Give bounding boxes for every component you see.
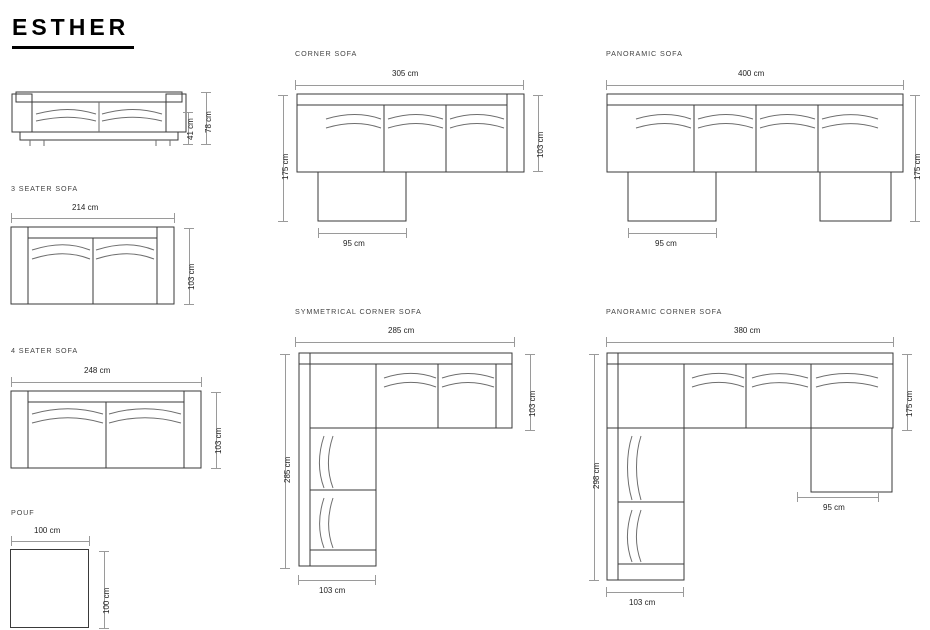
dimtick	[295, 337, 296, 347]
dimtick	[606, 337, 607, 347]
dimtick	[211, 468, 221, 469]
caption-3-seater: 3 SEATER SOFA	[11, 184, 79, 193]
dim-panoramic-corner-width: 380 cm	[734, 326, 761, 335]
dimtick	[893, 337, 894, 347]
dim-pouf-width: 100 cm	[34, 526, 61, 535]
dimtick	[99, 628, 109, 629]
caption-4-seater: 4 SEATER SOFA	[11, 346, 79, 355]
drawing-pouf	[10, 549, 89, 628]
dimtick	[533, 171, 543, 172]
dimtick	[278, 221, 288, 222]
dimline-panoramic-corner-arm-width	[606, 592, 683, 593]
dim-hero-seat-height: 41 cm	[186, 118, 195, 140]
caption-symmetrical-corner-sofa: SYMMETRICAL CORNER SOFA	[295, 307, 422, 316]
dim-symmetrical-width: 285 cm	[388, 326, 415, 335]
dimtick	[910, 95, 920, 96]
dimtick	[201, 377, 202, 387]
dimtick	[318, 228, 319, 238]
dimtick	[11, 536, 12, 546]
dimline-symmetrical-arm-width	[298, 580, 375, 581]
caption-panoramic-sofa: PANORAMIC SOFA	[606, 49, 683, 58]
title-underline	[12, 46, 134, 49]
dimtick	[11, 377, 12, 387]
dimtick	[183, 112, 193, 113]
dim-corner-depth: 103 cm	[536, 131, 545, 158]
dim-corner-width: 305 cm	[392, 69, 419, 78]
page-title: ESTHER	[12, 14, 130, 40]
dimtick	[716, 228, 717, 238]
dimtick	[533, 95, 543, 96]
dimtick	[201, 144, 211, 145]
dim-pouf-depth: 100 cm	[102, 587, 111, 614]
dimtick	[523, 80, 524, 90]
dim-4seater-depth: 103 cm	[214, 427, 223, 454]
dimtick	[99, 551, 109, 552]
dimtick	[878, 492, 879, 502]
dimtick	[903, 80, 904, 90]
dimline-pouf-width	[11, 541, 89, 542]
dimtick	[514, 337, 515, 347]
dimline-corner-chaise-width	[318, 233, 406, 234]
dimtick	[201, 92, 211, 93]
dimtick	[589, 580, 599, 581]
dim-panoramic-corner-arm-width: 103 cm	[629, 598, 656, 607]
dimline-corner-width	[295, 85, 523, 86]
dimtick	[89, 536, 90, 546]
dimtick	[406, 228, 407, 238]
dimtick	[184, 304, 194, 305]
dim-symmetrical-length: 285 cm	[283, 456, 292, 483]
dimtick	[184, 228, 194, 229]
dim-4seater-width: 248 cm	[84, 366, 111, 375]
dimtick	[606, 80, 607, 90]
dim-corner-chaise-width: 95 cm	[343, 239, 365, 248]
dimtick	[525, 354, 535, 355]
dimtick	[910, 221, 920, 222]
dimtick	[11, 213, 12, 223]
dimtick	[902, 354, 912, 355]
dim-panoramic-corner-chaise-width: 95 cm	[823, 503, 845, 512]
dim-3seater-width: 214 cm	[72, 203, 99, 212]
dimtick	[280, 354, 290, 355]
dimtick	[628, 228, 629, 238]
dim-3seater-depth: 103 cm	[187, 263, 196, 290]
dim-symmetrical-arm-width: 103 cm	[319, 586, 346, 595]
caption-corner-sofa: CORNER SOFA	[295, 49, 358, 58]
dimline-panoramic-corner-width	[606, 342, 893, 343]
dimtick	[183, 144, 193, 145]
dimtick	[278, 95, 288, 96]
dimtick	[298, 575, 299, 585]
dimline-panoramic-corner-chaise-width	[797, 497, 878, 498]
dimtick	[280, 568, 290, 569]
dimtick	[683, 587, 684, 597]
dim-symmetrical-depth: 103 cm	[528, 390, 537, 417]
dim-hero-height: 78 cm	[204, 111, 213, 133]
dimtick	[902, 430, 912, 431]
dimline-4seater-width	[11, 382, 201, 383]
dim-panoramic-corner-depth: 175 cm	[905, 390, 914, 417]
dim-panoramic-corner-length: 298 cm	[592, 462, 601, 489]
dimtick	[295, 80, 296, 90]
dim-panoramic-depth: 175 cm	[913, 153, 922, 180]
dimtick	[375, 575, 376, 585]
caption-pouf: POUF	[11, 508, 35, 517]
dimtick	[589, 354, 599, 355]
dimtick	[211, 392, 221, 393]
dimline-symmetrical-width	[295, 342, 514, 343]
dimline-panoramic-chaise-width	[628, 233, 716, 234]
caption-panoramic-corner-sofa: PANORAMIC CORNER SOFA	[606, 307, 723, 316]
dimtick	[606, 587, 607, 597]
dim-panoramic-chaise-width: 95 cm	[655, 239, 677, 248]
dimtick	[525, 430, 535, 431]
dimline-3seater-width	[11, 218, 174, 219]
dimtick	[797, 492, 798, 502]
dim-corner-total-depth: 175 cm	[281, 153, 290, 180]
dimline-panoramic-width	[606, 85, 903, 86]
dim-panoramic-width: 400 cm	[738, 69, 765, 78]
dimtick	[174, 213, 175, 223]
